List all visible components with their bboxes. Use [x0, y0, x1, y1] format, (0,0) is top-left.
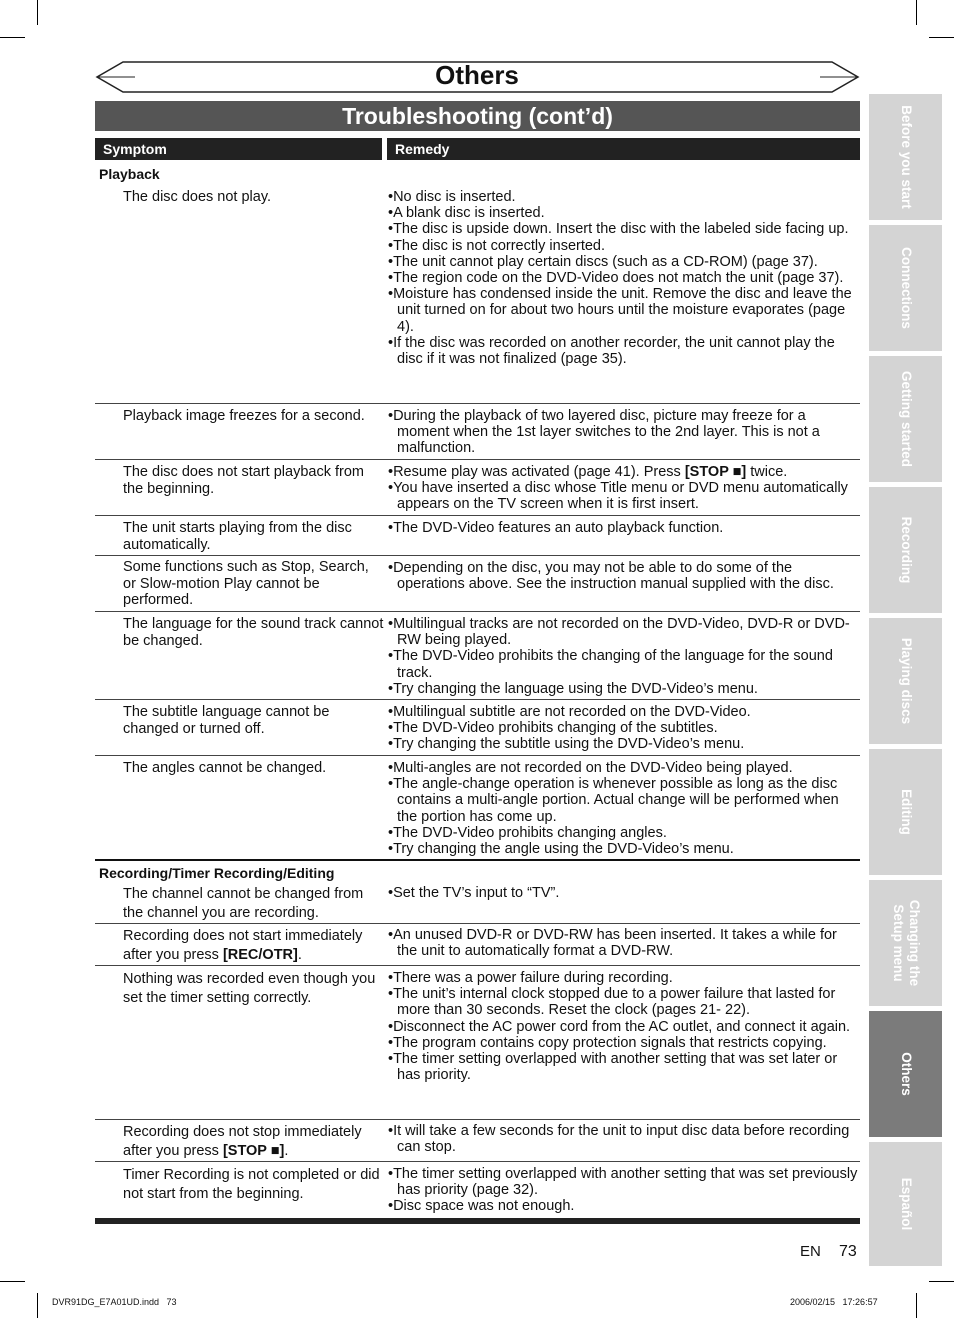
remedy-item: •The region code on the DVD-Video does not match the unit (page 37).	[388, 270, 844, 287]
remedy-item: •Disconnect the AC power cord from the AC outlet, and connect it again.	[388, 1018, 851, 1035]
remedy-list	[388, 1123, 858, 1155]
row-divider	[95, 755, 860, 756]
remedy-list	[388, 927, 858, 959]
page-number: 73	[839, 1243, 857, 1260]
remedy-item: •You have inserted a disc whose Title menu or DVD menu automatically appears on the TV screen when it is first insert.	[388, 480, 848, 513]
section-label-recording: Recording/Timer Recording/Editing	[99, 865, 335, 881]
section-divider	[95, 859, 860, 861]
remedy-list	[388, 616, 858, 697]
remedy-item: •Try changing the angle using the DVD-Video’s menu.	[388, 841, 734, 858]
row-divider	[95, 1119, 860, 1120]
remedy-list	[388, 464, 858, 513]
tab-changing-setup-menu[interactable]	[869, 880, 942, 1006]
tab-label: Connections	[898, 247, 914, 329]
remedy-item: •The DVD-Video prohibits the changing of the language for the sound track.	[388, 648, 833, 681]
row-divider	[95, 611, 860, 612]
tab-label: Editing	[898, 789, 914, 835]
row-divider	[95, 403, 860, 404]
remedy-item: •Depending on the disc, you may not be able to do some of the operations above. See the instruction manual supplied with the disc.	[388, 560, 834, 593]
remedy-item: •An unused DVD-R or DVD-RW has been inserted. It takes a while for the unit to automatically format a DVD-RW.	[388, 927, 837, 960]
tab-others[interactable]	[869, 1011, 942, 1137]
tab-getting-started[interactable]	[869, 356, 942, 482]
symptom-text: Timer Recording is not completed or did not start from the beginning.	[123, 1167, 380, 1202]
remedy-item: •The DVD-Video features an auto playback function.	[388, 520, 724, 536]
remedy-item: •Multilingual subtitle are not recorded on the DVD-Video.	[388, 704, 751, 720]
section-heading: Troubleshooting (cont’d)	[95, 101, 860, 131]
tab-label: Playing discs	[898, 637, 914, 725]
remedy-item: •Multilingual tracks are not recorded on the DVD-Video, DVD-R or DVD-RW being played.	[388, 616, 850, 649]
remedy-item: •Resume play was activated (page 41). Press [STOP ■] twice.	[388, 464, 788, 480]
footer-date: 2006/02/15 17:26:57	[790, 1297, 878, 1307]
remedy-item: •The DVD-Video prohibits changing of the subtitles.	[388, 720, 718, 737]
row-divider	[95, 699, 860, 700]
remedy-item: •If the disc was recorded on another recorder, the unit cannot play the disc if it was not finalized (page 35).	[388, 334, 835, 368]
table-bottom-rule	[95, 1218, 860, 1224]
symptom-text: Recording does not stop immediately after you press [STOP ■].	[123, 1124, 362, 1159]
remedy-list	[388, 760, 858, 857]
page-title: Others	[435, 60, 519, 90]
remedy-item: •During the playback of two layered disc, picture may freeze for a moment when the 1st layer switches to the 2nd layer. This is not a malfunction.	[388, 408, 820, 457]
symptom-text: The subtitle language cannot be changed or turned off.	[123, 704, 330, 737]
tab-connections[interactable]	[869, 225, 942, 351]
symptom-text: The disc does not start playback from the beginning.	[123, 464, 364, 497]
remedy-list	[388, 520, 858, 536]
remedy-item: •The disc is upside down. Insert the disc with the labeled side facing up.	[388, 221, 849, 238]
tab-label: Others	[898, 1052, 914, 1096]
symptom-text: Nothing was recorded even though you set the timer setting correctly.	[123, 971, 376, 1006]
remedy-item: •Disc space was not enough.	[388, 1198, 575, 1215]
footer-file: DVR91DG_E7A01UD.indd 73	[52, 1297, 177, 1307]
crop-mark	[0, 1281, 25, 1282]
remedy-item: •The timer setting overlapped with another setting that was set previously has priority (page 32).	[388, 1166, 858, 1199]
remedy-item: •The unit cannot play certain discs (such as a CD-ROM) (page 37).	[388, 253, 818, 270]
tab-label: Recording	[898, 516, 914, 584]
remedy-item: •The unit’s internal clock stopped due to a power failure that lasted for more than 30 seconds. Reset the clock (pages 21- 22).	[388, 986, 836, 1019]
remedy-item: •Try changing the subtitle using the DVD-Video’s menu.	[388, 736, 745, 753]
symptom-text: Playback image freezes for a second.	[123, 408, 365, 424]
row-divider	[95, 1161, 860, 1162]
remedy-list	[388, 704, 858, 753]
crop-mark	[916, 0, 917, 25]
symptom-text: The angles cannot be changed.	[123, 760, 327, 776]
crop-mark	[37, 1293, 38, 1318]
remedy-list	[388, 1166, 858, 1215]
crop-mark	[0, 37, 25, 38]
remedy-item: •Multi-angles are not recorded on the DVD-Video being played.	[388, 760, 793, 776]
remedy-item: •A blank disc is inserted.	[388, 205, 545, 222]
remedy-list	[388, 970, 858, 1083]
remedy-list	[388, 189, 858, 367]
remedy-item: •The angle-change operation is whenever possible as long as the disc contains a multi-angle portion. Actual change will be performed when the portion has come up.	[388, 776, 839, 825]
symptom-column-header: Symptom	[95, 138, 382, 160]
tab-label: Getting started	[898, 370, 914, 468]
symptom-text: The language for the sound track cannot be changed.	[123, 616, 384, 649]
remedy-list	[388, 408, 858, 457]
remedy-list	[388, 885, 858, 901]
row-divider	[95, 555, 860, 556]
remedy-item: •There was a power failure during recording.	[388, 970, 673, 986]
symptom-text: The unit starts playing from the disc automatically.	[123, 520, 352, 553]
row-divider	[95, 923, 860, 924]
remedy-item: •It will take a few seconds for the unit to input disc data before recording can stop.	[388, 1123, 850, 1156]
language-label: EN	[800, 1243, 821, 1260]
crop-mark	[929, 1281, 954, 1282]
tab-before-you-start[interactable]	[869, 94, 942, 220]
section-label-playback: Playback	[99, 166, 160, 182]
remedy-item: •The disc is not correctly inserted.	[388, 237, 606, 254]
remedy-list	[388, 560, 858, 592]
remedy-item: •Set the TV’s input to “TV”.	[388, 885, 560, 901]
remedy-item: •The DVD-Video prohibits changing angles.	[388, 824, 667, 841]
symptom-text: Recording does not start immediately after you press [REC/OTR].	[123, 928, 363, 963]
remedy-item: •The timer setting overlapped with another setting that was set later or has priority.	[388, 1051, 838, 1084]
tab-recording[interactable]	[869, 487, 942, 613]
crop-mark	[929, 37, 954, 38]
crop-mark	[916, 1293, 917, 1318]
tab-label: Changing the Setup menu	[890, 899, 922, 987]
tab-espanol[interactable]	[869, 1142, 942, 1266]
remedy-item: •Try changing the language using the DVD-Video’s menu.	[388, 680, 758, 697]
remedy-item: •No disc is inserted.	[388, 189, 516, 205]
row-divider	[95, 965, 860, 966]
crop-mark	[37, 0, 38, 25]
symptom-text: The disc does not play.	[123, 189, 272, 205]
symptom-text: The channel cannot be changed from the channel you are recording.	[123, 886, 364, 921]
row-divider	[95, 515, 860, 516]
symptom-text: Some functions such as Stop, Search, or Slow-motion Play cannot be performed.	[123, 559, 369, 608]
remedy-item: •Moisture has condensed inside the unit. Remove the disc and leave the unit turned on for about two hours until the moisture evaporates (page 4).	[388, 286, 852, 335]
row-divider	[95, 459, 860, 460]
tab-label: Before you start	[898, 105, 914, 209]
tab-playing-discs[interactable]	[869, 618, 942, 744]
tab-label: Español	[898, 1177, 914, 1231]
remedy-column-header: Remedy	[387, 138, 860, 160]
tab-editing[interactable]	[869, 749, 942, 875]
remedy-item: •The program contains copy protection signals that restricts copying.	[388, 1034, 827, 1051]
